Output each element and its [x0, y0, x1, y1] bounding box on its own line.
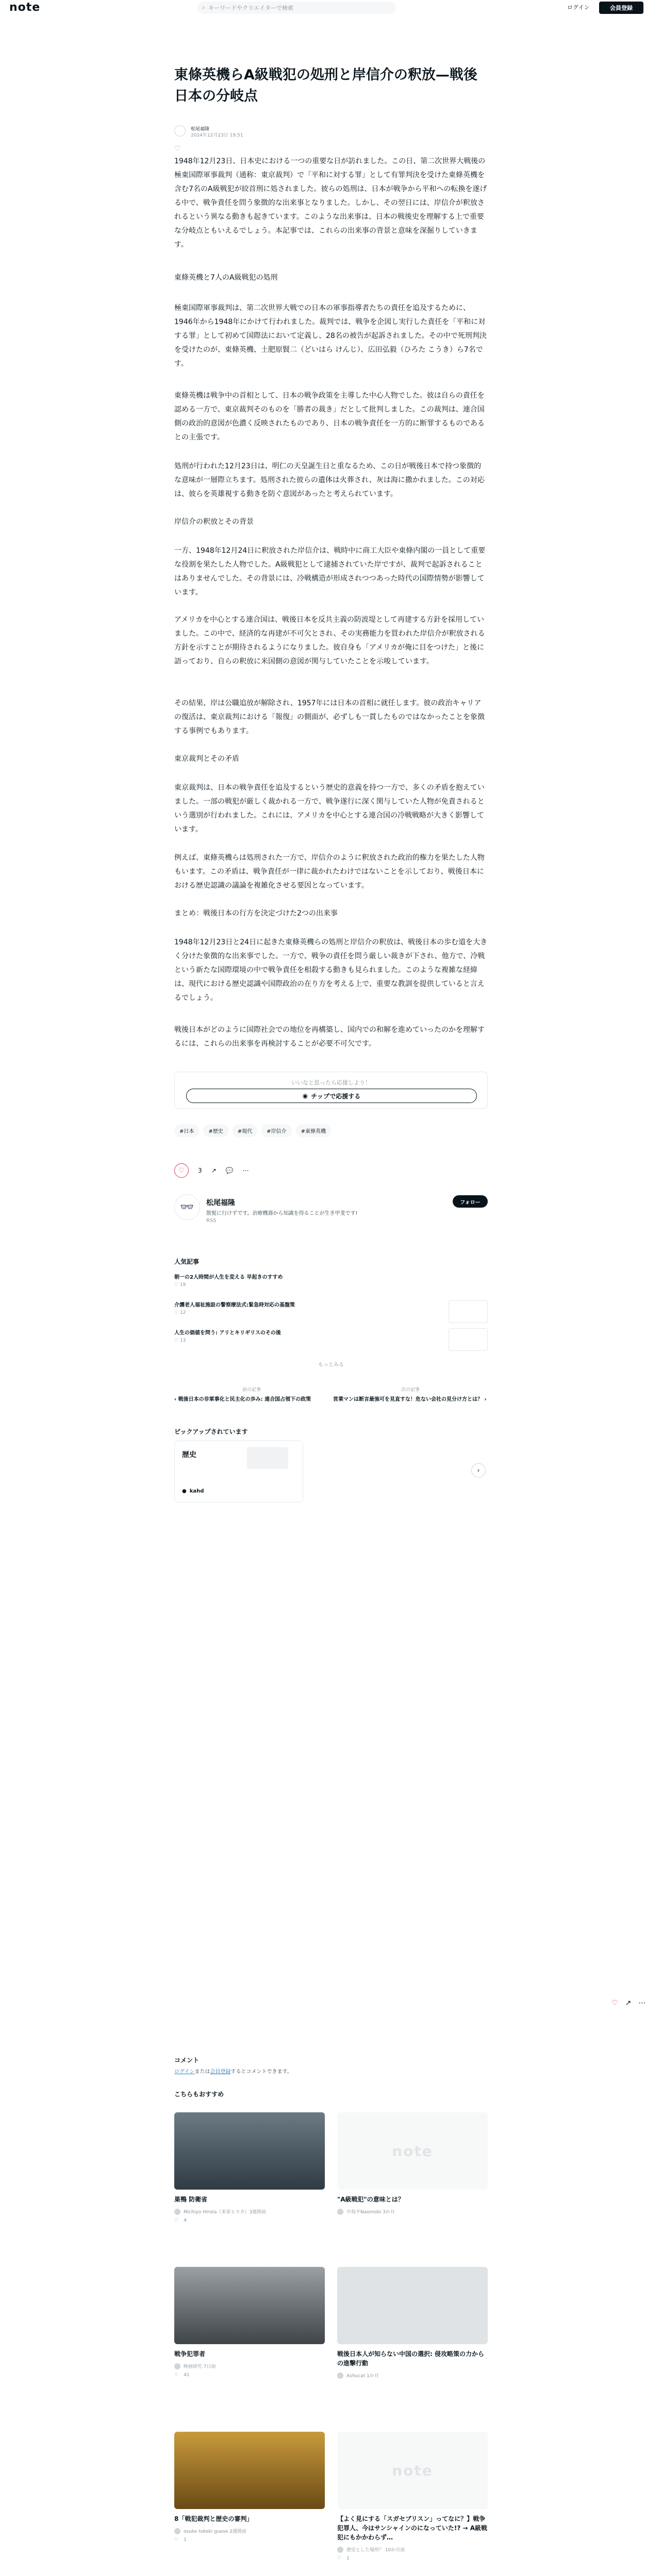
profile-avatar[interactable]: 👓: [174, 1194, 200, 1220]
section-heading: 東條英機と7人のA級戦犯の処刑: [174, 274, 278, 282]
popular-title: 朝一の2人時間が人生を変える 早起きのすすめ: [174, 1275, 283, 1280]
card-likes: ♡ 4: [174, 2218, 187, 2223]
follow-button[interactable]: フォロー: [453, 1195, 488, 1208]
picked-card-thumbnail: [247, 1447, 288, 1469]
paragraph: 戦後日本がどのように国際社会での地位を再構築し、国内での和解を進めていったのかを理解するには、これらの出来事を再検討することが必要不可欠です。: [174, 1026, 485, 1048]
card-title: 戦争犯罪者: [174, 2350, 206, 2358]
next-title: 営業マンは断言最強可を見直すな！危ない会社の見分け方とは？ ›: [333, 1397, 487, 1402]
popular-likes: ♡ 13: [174, 1338, 186, 1343]
card-image: note: [337, 2112, 488, 2190]
comment-signup-link[interactable]: 会員登録: [210, 2069, 231, 2075]
paragraph: 1948年12月23日、日本史における一つの重要な日が訪れました。この日、第二次世界大戦後の極東国際軍事裁判（通称：東京裁判）で「平和に対する罪」として有罪判決を受けた東條英機を含む7名のA級戦犯が絞首刑に処されました。彼らの処刑は、日本が戦争から平和への転換を遂げる中で、戦争責任を問う象徴的な出来事となりました。しかし、その翌日には、岸信介が釈放されるという異なる動きも起きています。このような出来事は、日本の戦後史を理解する上で重要な分岐点ともいえるでしょう。本記事では、これらの出来事の背景と意味を深掘りしていきます。: [174, 157, 487, 249]
popular-title: 介護老人福祉施設の警察療法式:緊急時対応の基盤策: [174, 1302, 295, 1308]
section-heading: まとめ：戦後日本の行方を決定づけた2つの出来事: [174, 909, 338, 918]
recommend-card[interactable]: [337, 2112, 488, 2215]
card-user: Ashucat 1か月: [337, 2372, 488, 2379]
paragraph: 処刑が行われた12月23日は、明仁の天皇誕生日と重なるため、この日が戦後日本で持つ象徴的な意味が一層際立ちます。処刑された彼らの遺体は火葬され、灰は海に撒かれました。この対応は、彼らを英雄視する動きを防ぐ意図があったと考えられています。: [174, 462, 485, 498]
tip-message: いいなと思ったら応援しよう！: [291, 1079, 371, 1086]
tag[interactable]: #歴史: [203, 1124, 228, 1137]
author-row: [174, 123, 488, 153]
comment-section: [174, 2056, 488, 2102]
next-label: 次の記事: [401, 1387, 420, 1393]
recommend-card[interactable]: [337, 2432, 488, 2561]
card-title: 【よく見にする「スガセブリスン」ってなに？】戦争犯罪人、今はサンシャインのになっていた!? → A級戦犯にもかかわらず…: [337, 2515, 487, 2541]
comment-heading: コメント: [174, 2057, 200, 2064]
paragraph: 1948年12月23日と24日に起きた東條英機らの処刑と岸信介の釈放は、戦後日本の歩む道を大きく分けた象徴的な出来事でした。一方で、戦争の責任を問う厳しい裁きが下され、他方で、冷戦という新たな国際環境の中で戦争責任を相殺する動きも見られました。このような複雑な経緯は、現代における歴史認識や国際政治の在り方を考える上で、重要な教訓を提供していると言えるでしょう。: [174, 938, 488, 1002]
search-box[interactable]: [197, 2, 396, 14]
like-count: 3: [198, 1167, 202, 1174]
popular-item[interactable]: [174, 1328, 488, 1351]
recommend-card[interactable]: [174, 2267, 325, 2378]
author-profile: [174, 1194, 488, 1235]
paragraph: 一方、1948年12月24日に釈放された岸信介は、戦時中に商工大臣や東條内閣の一員として重要な役割を果たした人物でした。A級戦犯として逮捕されていた岸ですが、裁判で起訴されることはありませんでした。その背景には、冷戦構造が形成されつつあった時代の国際情勢が影響しています。: [174, 547, 486, 597]
picked-heading: ピックアップされています: [174, 1428, 248, 1435]
card-image: [174, 2267, 325, 2344]
prev-article[interactable]: [174, 1386, 329, 1414]
note-logo[interactable]: note: [9, 1, 41, 14]
paragraph: 極東国際軍事裁判は、第二次世界大戦での日本の軍事指導者たちの責任を追及するために、1946年から1948年にかけて行われました。裁判では、戦争を企図し実行した責任を「平和に対する罪」として初めて国際法において定義し、28名の被告が起訴されました。その中で死刑判決を受けたのが、東條英機、土肥原賢二（どいはら けんじ）、広田弘毅（ひろた こうき）ら7名です。: [174, 304, 487, 368]
prev-title: ‹ 戦後日本の非軍事化と民主化の歩み: 連合国占領下の政策: [174, 1397, 311, 1402]
picked-card-title: 歴史: [182, 1451, 196, 1459]
comment-login-link[interactable]: ログイン: [174, 2069, 195, 2075]
popular-thumbnail: [449, 1328, 488, 1351]
popular-heading: 人気記事: [174, 1258, 200, 1265]
card-user: 映画研究 7日前: [174, 2363, 325, 2369]
recommend-card[interactable]: [174, 2112, 325, 2223]
card-user: Michiyo Hirota（来室ヒスカ）3週間前: [174, 2208, 325, 2215]
card-image: note: [337, 2432, 488, 2509]
card-user: 歴史とした場所？ 10か月前: [337, 2546, 488, 2553]
search-placeholder: キーワードやクリエイターで検索: [208, 5, 293, 11]
picked-card-user: ● kahd: [182, 1488, 204, 1494]
tip-box: [174, 1072, 488, 1109]
prev-label: 前の記事: [242, 1387, 261, 1393]
card-image: [174, 2112, 325, 2190]
article: [174, 64, 488, 153]
popular-item[interactable]: [174, 1273, 488, 1295]
paragraph: その結果、岸は公職追放が解除され、1957年には日本の首相に就任します。彼の政治キャリアの復活は、東京裁判における「報復」の側面が、必ずしも一貫したものではなかったことを象徴する事例でもあります。: [174, 699, 485, 735]
popular-title: 人生の価値を問う: アリとキリギリスのその後: [174, 1330, 281, 1336]
card-user: 中島不Naomobi 3か月: [337, 2208, 488, 2215]
card-likes: ♡ 41: [174, 2372, 190, 2378]
action-bar: [174, 1163, 249, 1178]
share-icon[interactable]: ↗: [625, 1999, 632, 2007]
popular-item[interactable]: [174, 1300, 488, 1323]
search-icon: ⌕: [202, 4, 206, 11]
card-user: osuke tokeki guese 2週間前: [174, 2528, 325, 2534]
recommend-heading: こちらもおすすめ: [174, 2091, 224, 2098]
floating-actions: [611, 1999, 646, 2007]
popular-section: [174, 1257, 488, 1546]
author-avatar[interactable]: [174, 125, 186, 137]
login-link[interactable]: ログイン: [567, 4, 590, 11]
user-avatar-icon: ●: [182, 1488, 187, 1494]
recommend-card[interactable]: [337, 2267, 488, 2379]
profile-description: 散髪に行けずです。治療機器から知識を得ることが生き甲斐です!: [206, 1211, 358, 1216]
tip-icon: ◉: [302, 1092, 308, 1099]
tag[interactable]: #日本: [174, 1124, 199, 1137]
recommend-grid: [174, 2112, 488, 2576]
card-image: [337, 2267, 488, 2344]
article-date: 2024年12月23日 19:51: [191, 133, 243, 138]
heart-icon[interactable]: ♡: [174, 145, 181, 153]
recommend-card[interactable]: [174, 2432, 325, 2543]
comment-prompt: ログインまたは会員登録するとコメントできます。: [174, 2069, 292, 2075]
paragraph: 例えば、東條英機らは処刑された一方で、岸信介のように釈放された政治的権力を果たした人物もいます。この矛盾は、戦争責任が一律に裁かれたわけではないことを示しており、戦後日本における歴史認識の議論を複雑化させる要因となっています。: [174, 854, 485, 890]
comment-icon[interactable]: 💬: [225, 1167, 234, 1174]
card-image: [174, 2432, 325, 2509]
like-button[interactable]: ♡: [174, 1163, 189, 1178]
card-likes: ♡ 1: [337, 2556, 350, 2561]
tag[interactable]: #現代: [233, 1124, 257, 1137]
more-icon[interactable]: ⋯: [242, 1167, 249, 1174]
more-icon[interactable]: ⋯: [638, 1999, 646, 2007]
prev-next-nav: [174, 1386, 488, 1414]
share-icon[interactable]: ↗: [211, 1167, 217, 1174]
paragraph: 東京裁判は、日本の戦争責任を追及するという歴史的意義を持つ一方で、多くの矛盾を抱えていました。一部の戦犯が厳しく裁かれる一方で、戦争遂行に深く関与していた人物が免責されるという選別が行われました。これには、アメリカを中心とする連合国の冷戦戦略が大きく影響しています。: [174, 784, 485, 834]
card-title: 戦後日本人が知らない中国の選択: 侵攻略策の力からの進撃行動: [337, 2350, 484, 2367]
author-name[interactable]: 松尾福隆: [191, 127, 210, 132]
signup-button[interactable]: 会員登録: [599, 2, 643, 14]
more-link[interactable]: もっとみる: [318, 1362, 344, 1368]
tag[interactable]: #東條英機: [296, 1124, 331, 1137]
tag-list: [174, 1124, 331, 1137]
top-bar: [0, 0, 662, 15]
card-title: 巣鴨 防衛省: [174, 2196, 208, 2203]
heart-icon[interactable]: ♡: [611, 1999, 618, 2007]
tip-button-label: チップで応援する: [311, 1092, 361, 1100]
tag[interactable]: #岸信介: [261, 1124, 291, 1137]
article-title: 東條英機らA級戦犯の処刑と岸信介の釈放—戦後日本の分岐点: [174, 67, 477, 104]
card-likes: ♡ 1: [174, 2537, 187, 2543]
popular-likes: ♡ 19: [174, 1282, 186, 1287]
tip-button[interactable]: [186, 1089, 477, 1103]
profile-name[interactable]: 松尾福隆: [206, 1199, 235, 1207]
chevron-left-icon: ‹: [174, 1397, 178, 1402]
picked-card[interactable]: [174, 1440, 303, 1502]
next-article[interactable]: [333, 1386, 488, 1414]
chevron-right-icon: ›: [483, 1397, 487, 1402]
section-heading: 岸信介の釈放とその背景: [174, 518, 254, 526]
card-title: "A級戦犯"の意味とは？: [337, 2196, 404, 2203]
carousel-next-button[interactable]: ›: [471, 1463, 486, 1478]
card-title: 8「戦犯裁判と歴史の審判」: [174, 2515, 253, 2522]
popular-thumbnail: [449, 1300, 488, 1323]
section-heading: 東京裁判とその矛盾: [174, 755, 239, 763]
popular-likes: ♡ 12: [174, 1310, 186, 1315]
paragraph: 東條英機は戦争中の首相として、日本の戦争政策を主導した中心人物でした。彼は自らの責任を認める一方で、東京裁判そのものを「勝者の裁き」だとして批判しました。この裁判は、連合国側の政治的意図が色濃く反映されたものであり、日本の戦争責任を一方的に断罪するものであるとの主張です。: [174, 392, 485, 442]
paragraph: アメリカを中心とする連合国は、戦後日本を反共主義の防波堤として再建する方針を採用していました。この中で、経済的な再建が不可欠とされ、その実務能力を買われた岸信介が釈放される方針を示すことが期待されるようになりました。彼自身も「アメリカが俺に目をつけた」と後に語っており、自らの釈放に米国側の意図が関与していたことを示唆しています。: [174, 616, 485, 666]
rss-link[interactable]: RSS: [206, 1218, 217, 1224]
